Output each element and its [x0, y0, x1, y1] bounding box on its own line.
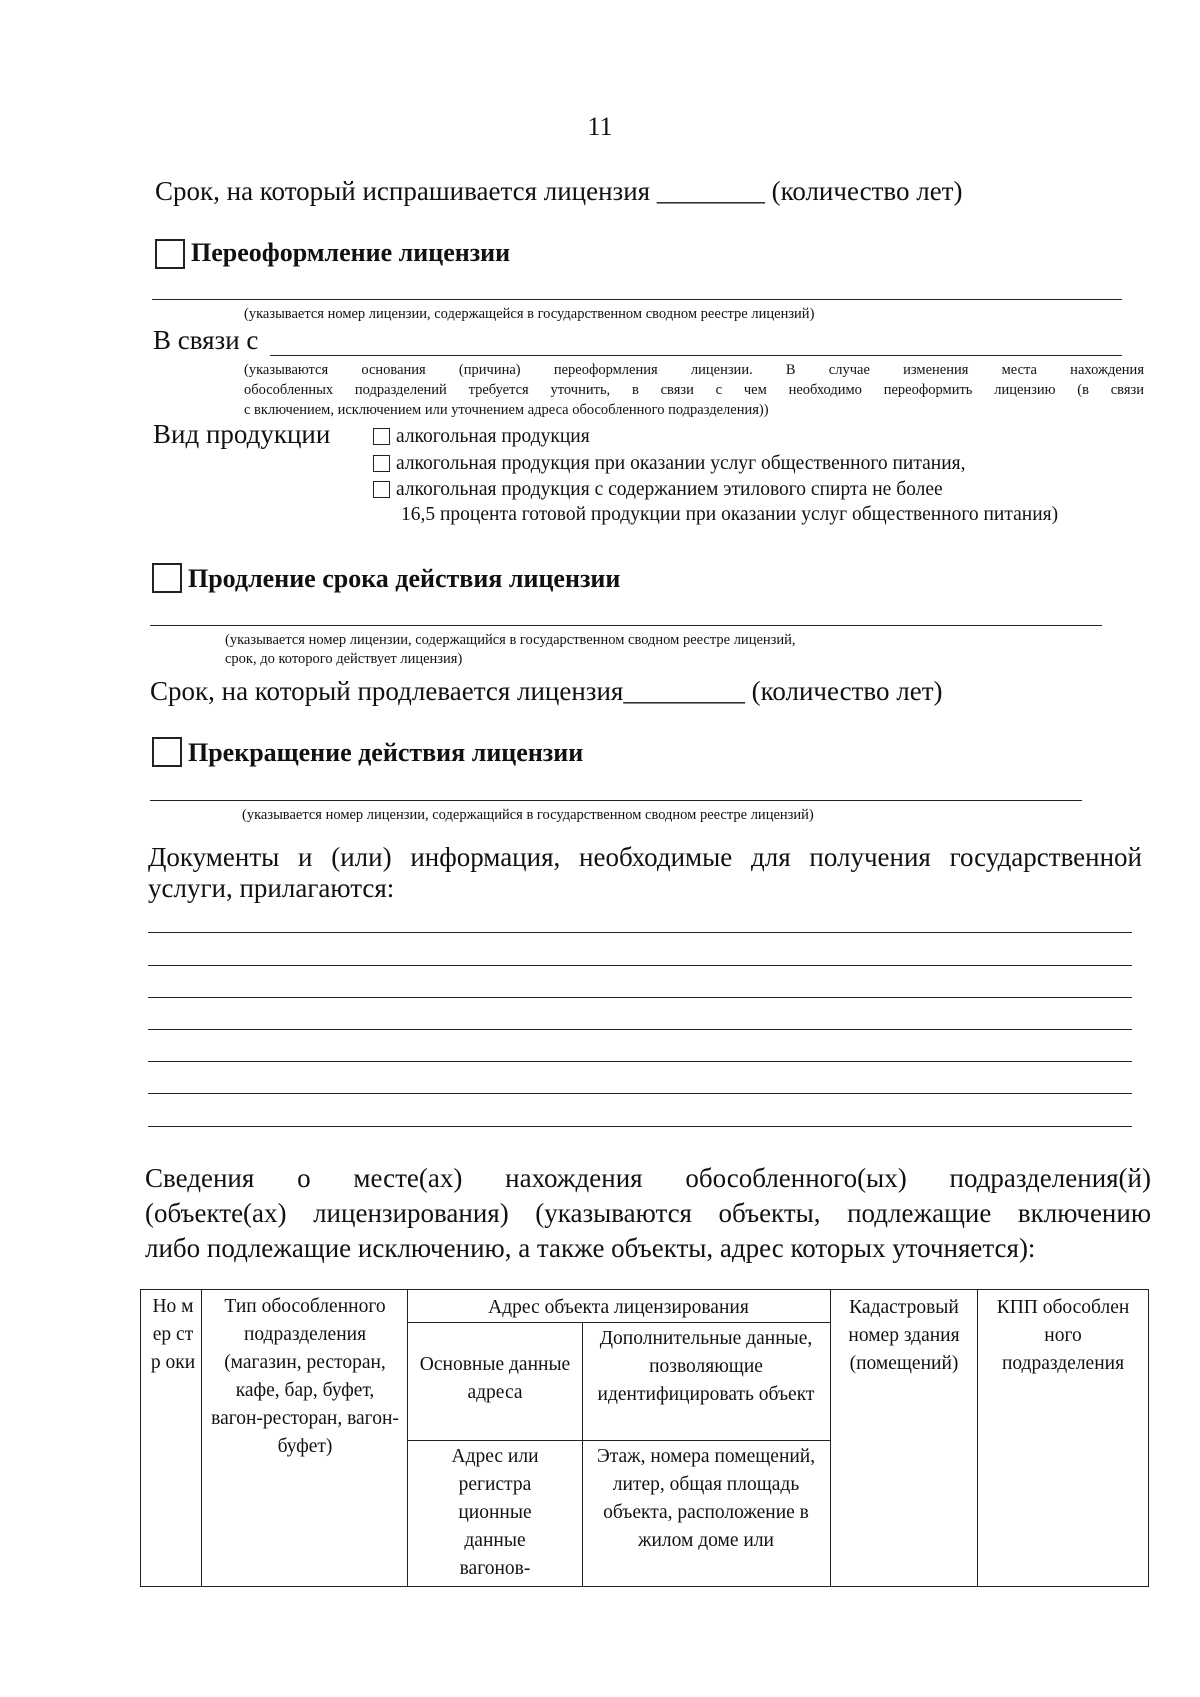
- extension-hint-line1: (указывается номер лицензии, содержащийся в государственном сводном реестре лицензий,: [225, 632, 796, 648]
- th-row-number: Но мер стр оки: [150, 1296, 196, 1373]
- term-requested-label: Срок, на который испрашивается лицензия: [155, 176, 651, 206]
- th-cadastral: Кадастровый номер здания (помещений): [848, 1297, 960, 1374]
- reason-label: В связи с: [153, 325, 259, 355]
- extension-term-row: [150, 676, 942, 707]
- product-option-catering-checkbox[interactable]: [373, 455, 390, 472]
- product-type-label: Вид продукции: [153, 419, 331, 449]
- page-number: 11: [587, 112, 613, 141]
- reissue-license-number-line[interactable]: [152, 299, 1122, 300]
- extension-checkbox[interactable]: [152, 563, 182, 593]
- table-divider-3: [830, 1289, 831, 1587]
- extension-license-number-line[interactable]: [150, 625, 1102, 626]
- extension-title: Продление срока действия лицензии: [188, 564, 621, 593]
- product-option-low-alcohol-cont: 16,5 процента готовой продукции при оказании услуг общественного питания): [401, 504, 1059, 525]
- reason-hint-line2: обособленных подразделений требуется уточнить, в связи с чем необходимо переоформить лицензию (в связи: [244, 382, 1144, 398]
- reason-hint-line1: (указываются основания (причина) переоформления лицензии. В случае изменения места нахождения: [244, 362, 1144, 378]
- extension-hint-line2: срок, до которого действует лицензия): [225, 651, 463, 667]
- table-hline-sub: [407, 1440, 830, 1441]
- term-requested-unit: (количество лет): [771, 176, 963, 206]
- reissue-hint: (указывается номер лицензии, содержащейся в государственном сводном реестре лицензий): [244, 306, 815, 322]
- th-address-main: Основные данные адреса: [419, 1354, 571, 1403]
- locations-heading-line3: либо подлежащие исключению, а также объекты, адрес которых уточняется):: [145, 1233, 1036, 1263]
- documents-heading-line1: Документы и (или) информация, необходимые для получения государственной: [148, 842, 1142, 872]
- documents-line-6[interactable]: [148, 1093, 1132, 1094]
- table-divider-address: [582, 1322, 583, 1587]
- extension-term-unit: (количество лет): [751, 676, 943, 706]
- product-option-alcohol-checkbox[interactable]: [373, 428, 390, 445]
- reason-hint-line3: с включением, исключением или уточнением адреса обособленного подразделения)): [244, 402, 769, 418]
- documents-line-3[interactable]: [148, 997, 1132, 998]
- documents-line-1[interactable]: [148, 932, 1132, 933]
- documents-line-2[interactable]: [148, 965, 1132, 966]
- table-divider-4: [977, 1289, 978, 1587]
- th-address-main-sub: Адрес или регистра ционные данные вагонов-: [451, 1446, 539, 1579]
- extension-term-blank[interactable]: _________: [623, 676, 745, 706]
- locations-heading-line2: (объекте(ах) лицензирования) (указываются объекты, подлежащие включению: [145, 1198, 1151, 1228]
- termination-license-number-line[interactable]: [150, 800, 1082, 801]
- table-hline-address: [407, 1322, 830, 1323]
- locations-heading-line1: Сведения о месте(ах) нахождения обособленного(ых) подразделения(й): [145, 1163, 1151, 1193]
- extension-term-label: Срок, на который продлевается лицензия: [150, 676, 624, 706]
- product-option-catering-label: алкогольная продукция при оказании услуг общественного питания,: [396, 453, 966, 474]
- termination-hint: (указывается номер лицензии, содержащийся в государственном сводном реестре лицензий): [242, 807, 814, 823]
- term-requested-row: [155, 176, 962, 207]
- term-requested-blank[interactable]: ________: [656, 176, 765, 206]
- product-option-low-alcohol-checkbox[interactable]: [373, 481, 390, 498]
- table-divider-2: [407, 1289, 408, 1587]
- th-address-extra: Дополнительные данные, позволяющие идентифицировать объект: [597, 1328, 815, 1405]
- th-address: Адрес объекта лицензирования: [488, 1297, 749, 1318]
- reissue-title: Переоформление лицензии: [191, 238, 511, 267]
- reissue-checkbox[interactable]: [155, 239, 185, 269]
- documents-heading-line2: услуги, прилагаются:: [148, 873, 395, 903]
- documents-line-7[interactable]: [148, 1126, 1132, 1127]
- product-option-low-alcohol-label: алкогольная продукция с содержанием этилового спирта не более: [396, 479, 943, 500]
- termination-checkbox[interactable]: [152, 737, 182, 767]
- documents-line-4[interactable]: [148, 1029, 1132, 1030]
- reason-line[interactable]: [270, 355, 1122, 356]
- product-option-alcohol-label: алкогольная продукция: [396, 426, 590, 447]
- documents-line-5[interactable]: [148, 1061, 1132, 1062]
- th-kpp: КПП обособлен ного подразделения: [996, 1297, 1130, 1374]
- th-address-extra-sub: Этаж, номера помещений, литер, общая площадь объекта, расположение в жилом доме или: [596, 1446, 816, 1551]
- table-divider-1: [201, 1289, 202, 1587]
- th-type: Тип обособленного подразделения (магазин, ресторан, кафе, бар, буфет, вагон-ресторан, вагон-буфет): [211, 1296, 399, 1457]
- termination-title: Прекращение действия лицензии: [188, 738, 584, 767]
